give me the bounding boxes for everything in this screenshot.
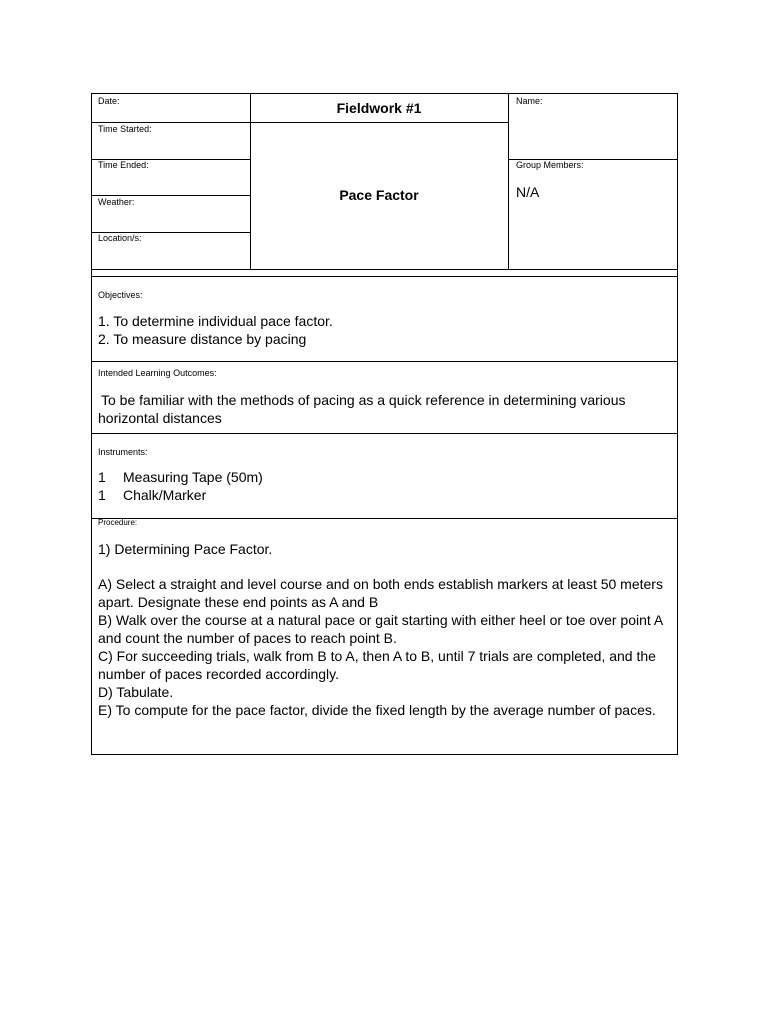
instrument-name: Measuring Tape (50m) — [123, 469, 263, 485]
weather-label: Weather: — [98, 197, 135, 207]
instrument-qty: 1 — [98, 487, 106, 503]
instrument-item — [98, 486, 263, 504]
procedure-step: C) For succeeding trials, walk from B to A, then A to B, until 7 trials are completed, and the number of paces recorded accordingly. — [98, 648, 656, 682]
procedure-label: Procedure: — [98, 518, 138, 527]
header-bottom-line-double — [92, 276, 677, 277]
instruments-label: Instruments: — [98, 447, 148, 457]
row-divider — [92, 195, 250, 196]
date-label: Date: — [98, 96, 120, 106]
procedure-step: B) Walk over the course at a natural pace or gait starting with either heel or toe over point A and count the number of paces to reach point B. — [98, 612, 663, 646]
instruments-list — [98, 468, 263, 504]
title-divider — [250, 122, 508, 123]
objective-item: 2. To measure distance by pacing — [98, 331, 307, 347]
activity-title: Pace Factor — [339, 187, 419, 203]
instrument-item — [98, 468, 263, 486]
procedure-step: E) To compute for the pace factor, divide the fixed length by the average number of paces. — [98, 702, 656, 718]
name-label: Name: — [516, 96, 543, 106]
header-divider-left — [250, 94, 251, 269]
objectives-list — [98, 312, 333, 348]
procedure-step: A) Select a straight and level course and on both ends establish markers at least 50 meters apart. Designate these end points as A and B — [98, 576, 663, 610]
section-divider — [92, 518, 677, 519]
row-divider — [92, 122, 250, 123]
header-divider-right — [508, 94, 509, 269]
fieldwork-title: Fieldwork #1 — [336, 100, 422, 116]
instrument-qty: 1 — [98, 469, 106, 485]
procedure-step: D) Tabulate. — [98, 684, 174, 700]
outcomes-text: To be familiar with the methods of pacing as a quick reference in determining various horizontal distances — [98, 392, 626, 426]
procedure-heading: 1) Determining Pace Factor. — [98, 541, 273, 557]
procedure-steps — [98, 575, 668, 719]
objectives-label: Objectives: — [98, 290, 143, 300]
outcomes-label: Intended Learning Outcomes: — [98, 368, 217, 378]
header-bottom-line — [92, 269, 677, 270]
section-divider — [92, 361, 677, 362]
time-started-label: Time Started: — [98, 124, 152, 134]
objective-item: 1. To determine individual pace factor. — [98, 313, 333, 329]
instrument-name: Chalk/Marker — [123, 487, 207, 503]
location-label: Location/s: — [98, 233, 142, 243]
fieldwork-form — [91, 93, 678, 755]
section-divider — [92, 433, 677, 434]
group-members-label: Group Members: — [516, 160, 584, 170]
time-ended-label: Time Ended: — [98, 160, 149, 170]
group-members-value: N/A — [516, 184, 540, 200]
